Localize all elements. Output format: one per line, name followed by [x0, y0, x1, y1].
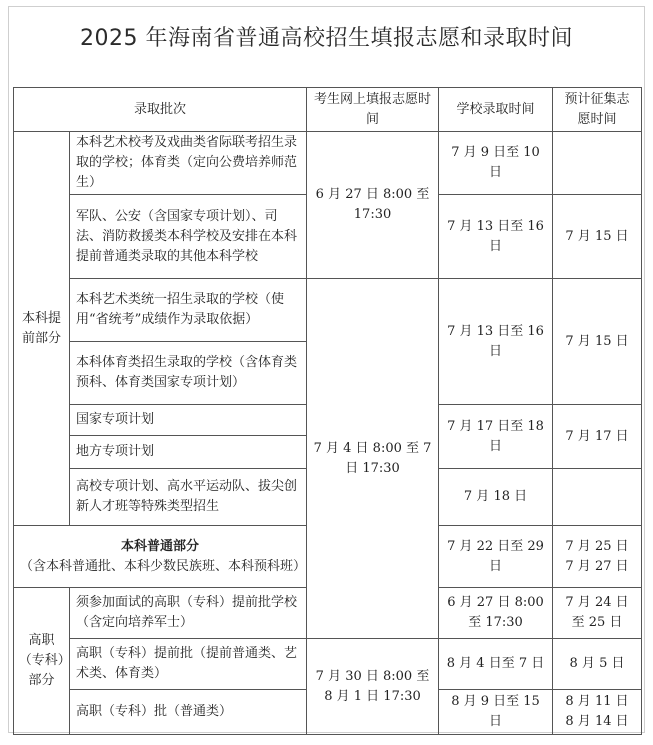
table-row — [14, 639, 642, 690]
header-batch: 录取批次 — [14, 88, 307, 132]
online-time-cell: 6 月 27 日 8:00 至 17:30 — [439, 588, 553, 639]
solicit-time-cell — [553, 469, 642, 526]
section-undergrad-regular — [14, 526, 307, 588]
page-title: 2025 年海南省普通高校招生填报志愿和录取时间 — [80, 26, 573, 51]
admission-time-cell: 7 月 13 日至 16 日 — [439, 279, 553, 405]
admission-time-cell: 8 月 4 日至 7 日 — [439, 639, 553, 690]
solicit-time-1: 7 月 25 日 — [565, 538, 629, 554]
table-header-row — [14, 88, 642, 132]
solicit-time-cell: 8 月 5 日 — [553, 639, 642, 690]
batch-cell: 高职（专科）批（普通类） — [70, 690, 307, 735]
section-undergrad-early: 本科提前部分 — [14, 132, 70, 526]
batch-cell: 高职（专科）提前批（提前普通类、艺术类、体育类） — [70, 639, 307, 690]
batch-cell: 本科艺术类统一招生录取的学校（使用“省统考”成绩作为录取依据） — [70, 279, 307, 342]
online-time-cell: 6 月 27 日 8:00 至 17:30 — [307, 132, 439, 279]
admission-time-cell: 8 月 9 日至 15 日 — [439, 690, 553, 735]
admission-time-cell: 7 月 18 日 — [439, 469, 553, 526]
batch-cell: 国家专项计划 — [70, 405, 307, 436]
batch-cell: 军队、公安（含国家专项计划）、司法、消防救援类本科学校及安排在本科提前普通类录取的其他本科学校 — [70, 195, 307, 279]
schedule-table — [13, 87, 642, 735]
header-solicit-time: 预计征集志愿时间 — [553, 88, 642, 132]
section-vocational: 高职（专科）部分 — [14, 588, 70, 735]
solicit-time-cell: 7 月 15 日 — [553, 279, 642, 405]
solicit-time-cell — [553, 690, 642, 735]
batch-cell: 本科体育类招生录取的学校（含体育类预科、体育类国家专项计划） — [70, 342, 307, 405]
solicit-time-cell — [553, 526, 642, 588]
batch-cell: 高校专项计划、高水平运动队、拔尖创新人才班等特殊类型招生 — [70, 469, 307, 526]
table-row — [14, 279, 642, 342]
section-undergrad-regular-note: （含本科普通批、本科少数民族班、本科预科班） — [20, 558, 307, 574]
batch-cell: 本科艺术校考及戏曲类省际联考招生录取的学校；体育类（定向公费培养师范生） — [70, 132, 307, 195]
admission-time-cell: 7 月 17 日至 18 日 — [439, 405, 553, 469]
header-admission-time: 学校录取时间 — [439, 88, 553, 132]
solicit-time-2: 8 月 14 日 — [565, 714, 629, 729]
solicit-time-cell: 7 月 17 日 — [553, 405, 642, 469]
solicit-time-2: 7 月 27 日 — [565, 558, 629, 574]
admission-time-cell: 7 月 9 日至 10 日 — [439, 132, 553, 195]
header-online-time: 考生网上填报志愿时间 — [307, 88, 439, 132]
solicit-time-cell — [553, 132, 642, 195]
document-page — [8, 6, 645, 733]
admission-time-cell: 7 月 24 日至 25 日 — [553, 588, 642, 639]
admission-time-cell: 7 月 22 日至 29 日 — [439, 526, 553, 588]
solicit-time-1: 8 月 11 日 — [565, 694, 629, 709]
batch-cell: 地方专项计划 — [70, 436, 307, 469]
solicit-time-cell: 7 月 15 日 — [553, 195, 642, 279]
batch-cell: 须参加面试的高职（专科）提前批学校（含定向培养军士） — [70, 588, 307, 639]
online-time-cell: 7 月 4 日 8:00 至 7 日 17:30 — [307, 279, 439, 639]
section-undergrad-regular-title: 本科普通部分 — [121, 538, 200, 554]
table-row — [14, 132, 642, 195]
online-time-cell: 7 月 30 日 8:00 至 8 月 1 日 17:30 — [307, 639, 439, 735]
admission-time-cell: 7 月 13 日至 16 日 — [439, 195, 553, 279]
